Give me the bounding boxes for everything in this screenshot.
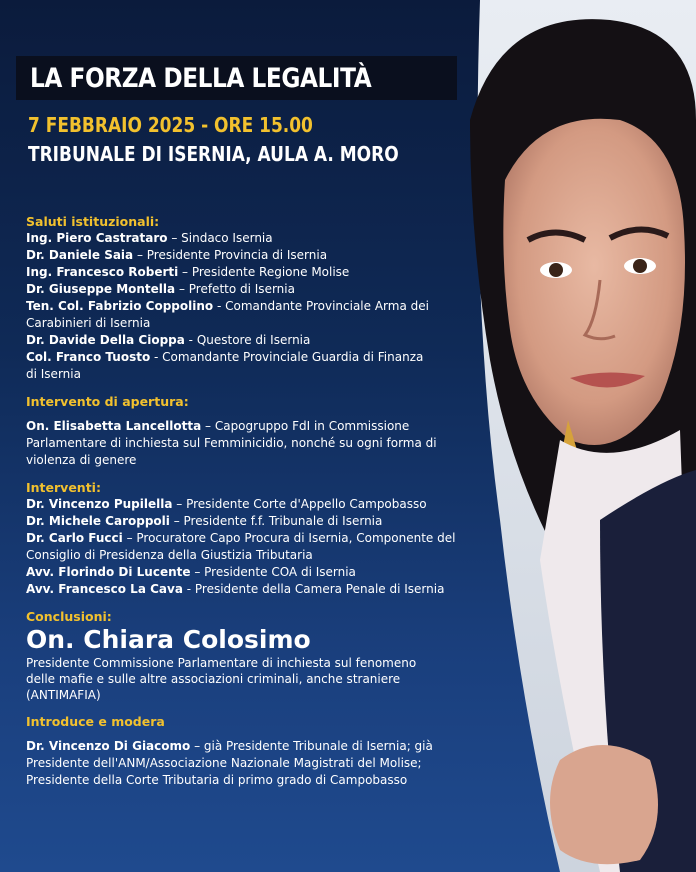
saluti-entry: Dr. Giuseppe Montella – Prefetto di Isernia <box>26 282 295 296</box>
title-bar <box>16 56 457 100</box>
conclusioni-heading: Conclusioni: <box>26 609 112 624</box>
saluti-entry: Ing. Piero Castrataro – Sindaco Isernia <box>26 231 273 245</box>
saluti-entry: Dr. Daniele Saia – Presidente Provincia di Isernia <box>26 248 328 262</box>
interventi-heading: Interventi: <box>26 480 101 495</box>
program <box>26 213 506 789</box>
modera-entry: Dr. Vincenzo Di Giacomo – già Presidente Tribunale di Isernia; già Presidente dell'ANM/Associazione Nazionale Magistrati del Molise; Presidente della Corte Tributaria di primo grado di Campobasso <box>26 739 433 787</box>
apertura-heading: Intervento di apertura: <box>26 394 189 409</box>
saluti-heading: Saluti istituzionali: <box>26 214 160 229</box>
apertura-entry: On. Elisabetta Lancellotta – Capogruppo FdI in Commissione Parlamentare di inchiesta sul Femminicidio, nonché su ogni forma di violenza di genere <box>26 419 437 467</box>
interventi-entry: Avv. Florindo Di Lucente – Presidente COA di Isernia <box>26 565 356 579</box>
saluti-entry: Col. Franco Tuosto - Comandante Provinciale Guardia di Finanza di Isernia <box>26 350 424 381</box>
event-venue: TRIBUNALE DI ISERNIA, AULA A. MORO <box>28 142 399 166</box>
saluti-entry: Dr. Davide Della Cioppa - Questore di Isernia <box>26 333 311 347</box>
keynote-speaker-name: On. Chiara Colosimo <box>26 625 311 654</box>
event-title: LA FORZA DELLA LEGALITÀ <box>30 62 372 94</box>
saluti-entry: Ing. Francesco Roberti – Presidente Regione Molise <box>26 265 350 279</box>
modera-heading: Introduce e modera <box>26 714 165 729</box>
interventi-entry: Avv. Francesco La Cava - Presidente della Camera Penale di Isernia <box>26 582 445 596</box>
keynote-speaker-description: Presidente Commissione Parlamentare di inchiesta sul fenomeno delle mafie e sulle altre associazioni criminali, anche straniere (ANTIMAFIA) <box>26 656 417 702</box>
event-date: 7 FEBBRAIO 2025 - ORE 15.00 <box>28 113 313 137</box>
interventi-entry: Dr. Vincenzo Pupilella – Presidente Corte d'Appello Campobasso <box>26 497 427 511</box>
interventi-entry: Dr. Michele Caroppoli – Presidente f.f. Tribunale di Isernia <box>26 514 383 528</box>
saluti-entry: Ten. Col. Fabrizio Coppolino - Comandante Provinciale Arma dei Carabinieri di Isernia <box>26 299 429 330</box>
interventi-entry: Dr. Carlo Fucci – Procuratore Capo Procura di Isernia, Componente del Consiglio di Presidenza della Giustizia Tributaria <box>26 531 456 562</box>
